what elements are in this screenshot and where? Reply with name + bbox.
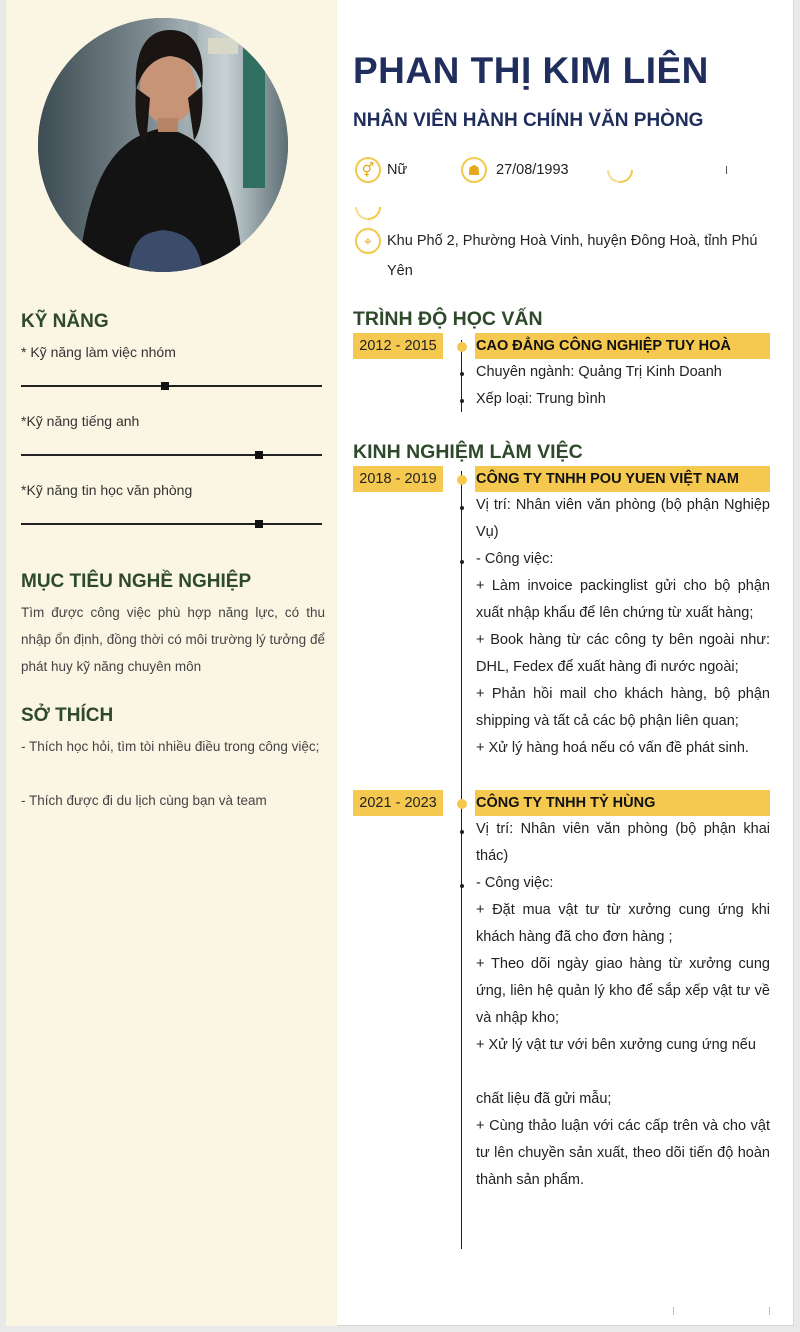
address-line-2: Yên [387, 263, 413, 279]
bullet-dot [460, 560, 464, 564]
job-task: + Đặt mua vật tư từ xưởng cung ứng khi khách hàng đã cho đơn hàng ; [476, 902, 770, 945]
job-date: 2018 - 2019 [353, 466, 443, 492]
bullet-dot [460, 399, 464, 403]
skill-label-teamwork: * Kỹ năng làm việc nhóm [21, 344, 176, 360]
education-major: Chuyên ngành: Quảng Trị Kinh Doanh [476, 364, 722, 380]
birthday-cake-icon: ☗ [461, 157, 487, 183]
hobby-2: - Thích được đi du lịch cùng bạn và team [21, 793, 267, 808]
skill-level-marker [161, 382, 169, 390]
person-name: PHAN THỊ KIM LIÊN [353, 50, 709, 91]
timeline-dot [457, 342, 467, 352]
job-task: + Xử lý vật tư với bên xưởng cung ứng nếu [476, 1037, 756, 1053]
skill-level-marker [255, 520, 263, 528]
bullet-dot [460, 830, 464, 834]
skill-level-marker [255, 451, 263, 459]
education-date: 2012 - 2015 [353, 333, 443, 359]
skill-bar-office [21, 523, 322, 525]
job-position: Vị trí: Nhân viên văn phòng (bộ phận Nghiệp Vụ) [476, 497, 770, 540]
job-task: + Cùng thảo luận với các cấp trên và cho vật tư lên chuyền sản xuất, theo dõi tiến độ hoàn thành sản phẩm. [476, 1118, 770, 1188]
job-task: + Làm invoice packinglist gửi cho bộ phận xuất nhập khẩu để lên chứng từ xuất hàng; [476, 578, 770, 621]
bullet-dot [460, 884, 464, 888]
job-work-label: - Công việc: [476, 551, 554, 567]
job-company: CÔNG TY TNHH POU YUEN VIỆT NAM [475, 466, 770, 492]
education-heading: TRÌNH ĐỘ HỌC VẤN [353, 308, 543, 330]
job-company: CÔNG TY TNHH TỶ HÙNG [475, 790, 770, 816]
bullet-dot [460, 372, 464, 376]
phone-value-fragment [726, 166, 727, 174]
avatar [38, 18, 288, 272]
timeline-dot [457, 799, 467, 809]
objective-heading: MỤC TIÊU NGHỀ NGHIỆP [21, 571, 252, 592]
page-mark [769, 1307, 770, 1315]
education-grade: Xếp loại: Trung bình [476, 391, 606, 407]
timeline-dot [457, 475, 467, 485]
location-icon: ⌖ [355, 228, 381, 254]
hobby-1: - Thích học hỏi, tìm tòi nhiều điều trong công việc; [21, 739, 320, 754]
job-task: + Book hàng từ các công ty bên ngoài như: DHL, Fedex để xuất hàng đi nước ngoài; [476, 632, 770, 675]
gender-value: Nữ [387, 162, 408, 178]
job-task: + Theo dõi ngày giao hàng từ xưởng cung ứng, liên hệ quản lý kho để sắp xếp vật tư về và nhập kho; [476, 956, 770, 1026]
job-work-label: - Công việc: [476, 875, 554, 891]
birthday-value: 27/08/1993 [496, 162, 569, 178]
job-title: NHÂN VIÊN HÀNH CHÍNH VĂN PHÒNG [353, 110, 704, 131]
experience-timeline [461, 471, 462, 1249]
skill-bar-english [21, 454, 322, 456]
job-date: 2021 - 2023 [353, 790, 443, 816]
job-task: + Xử lý hàng hoá nếu có vấn đề phát sinh. [476, 740, 749, 756]
page-mark [673, 1307, 674, 1315]
profile-photo [38, 18, 288, 272]
gender-icon: ⚥ [355, 157, 381, 183]
job-task: chất liệu đã gửi mẫu; [476, 1091, 612, 1107]
skill-bar-teamwork [21, 385, 322, 387]
address-line-1: Khu Phố 2, Phường Hoà Vinh, huyện Đông Hoà, tỉnh Phú [387, 233, 758, 249]
experience-heading: KINH NGHIỆM LÀM VIỆC [353, 441, 583, 463]
job-position: Vị trí: Nhân viên văn phòng (bộ phận khai thác) [476, 821, 770, 864]
hobbies-heading: SỞ THÍCH [21, 705, 114, 726]
education-school: CAO ĐẲNG CÔNG NGHIỆP TUY HOÀ [475, 333, 770, 359]
skill-label-english: *Kỹ năng tiếng anh [21, 413, 140, 429]
skill-label-office: *Kỹ năng tin học văn phòng [21, 482, 193, 498]
objective-text: Tìm được công việc phù hợp năng lực, có thu nhập ổn định, đồng thời có môi trường lý tưởng để phát huy kỹ năng chuyên môn [21, 605, 325, 674]
bullet-dot [460, 506, 464, 510]
job-task: + Phản hồi mail cho khách hàng, bộ phận shipping và tất cả các bộ phận liên quan; [476, 686, 770, 729]
skills-heading: KỸ NĂNG [21, 311, 109, 332]
